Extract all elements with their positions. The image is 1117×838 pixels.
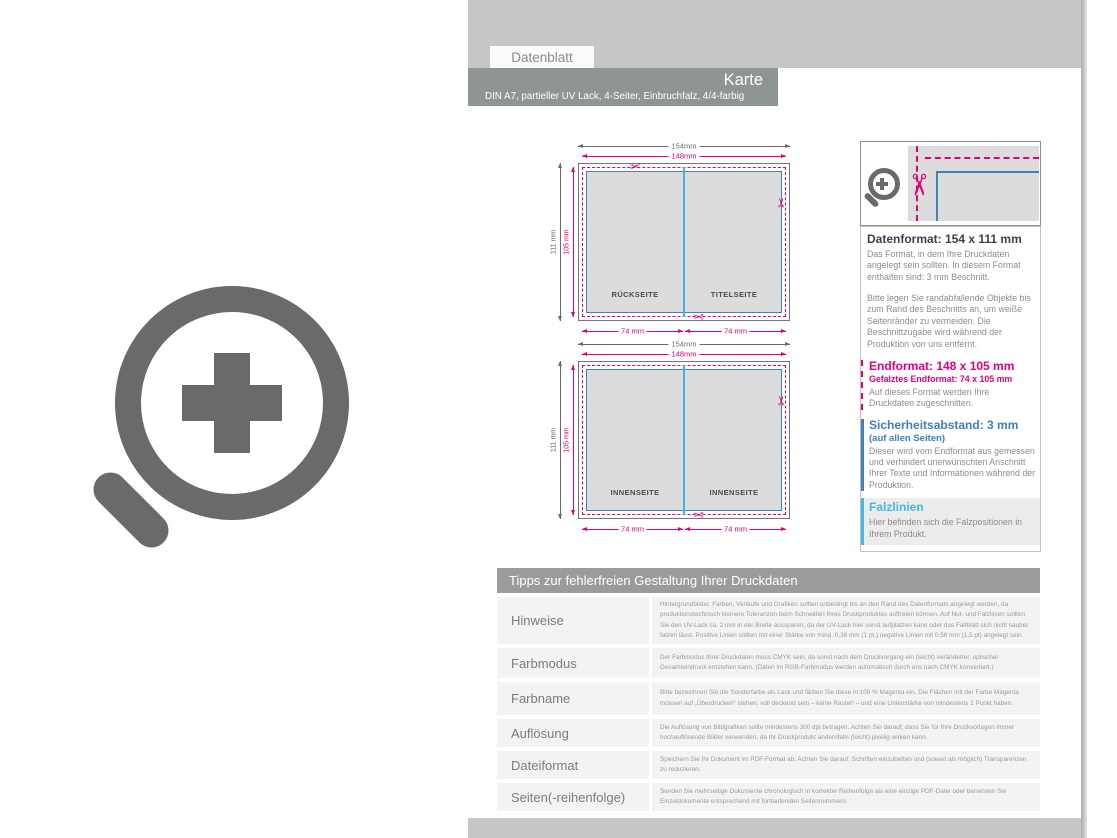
half-width-measure <box>582 524 683 534</box>
sicherheitsabstand-subheading: (auf allen Seiten) <box>869 432 946 444</box>
table-row <box>497 648 1040 678</box>
row-text: Die Auflösung von Bildgrafiken sollte mindestens 300 dpi betragen. Achten Sie darauf, dass Sie für Ihre Druckvorlagen immer hochauflösende Bilder verwenden, da Ihr Druckprodukt andernfalls (leicht) pixelig wirken kann. <box>652 719 1040 747</box>
row-label-farbname: Farbname <box>497 682 649 715</box>
tips-table-title: Tipps zur fehlerfreien Gestaltung Ihrer Druckdaten <box>497 568 1040 593</box>
section-datenformat <box>861 233 1040 350</box>
scissors-icon: ✂ <box>630 160 641 175</box>
diagram-spread-inner <box>540 338 800 543</box>
tab-datenblatt-label: Datenblatt <box>511 49 573 65</box>
endformat-text: Auf dieses Format werden Ihre Druckdaten zugeschnitten. <box>869 386 990 409</box>
tab-datenblatt <box>490 46 594 68</box>
scissors-icon: ✂ <box>693 308 704 323</box>
dimension-label: 74 mm <box>721 525 750 533</box>
table-row <box>497 682 1040 715</box>
page-label-innenseite: INNENSEITE <box>709 488 759 497</box>
falzlinien-text: Hier befinden sich die Falzpositionen in Ihrem Produkt. <box>869 517 1023 539</box>
row-text: Speichern Sie Ihr Dokument im PDF-Format ab. Achten Sie darauf, Schriften einzubetten und (soweit als möglich) Transparenzen zu reduzieren. <box>652 751 1040 779</box>
dimension-label: 154mm <box>668 142 699 150</box>
datenformat-width-measure <box>578 141 790 151</box>
row-text: Der Farbmodus Ihrer Druckdaten muss CMYK sein, da sonst nach dem Druckvorgang ein (leicht) veränderter, optischer Gesamteindruck entstehen kann. (Daten im RGB-Farbmodus werden automatisch durch uns nach CMYK konvertiert.) <box>652 648 1040 678</box>
row-label-seitenreihenfolge: Seiten(-reihenfolge) <box>497 783 649 811</box>
half-width-measure <box>685 326 786 336</box>
row-label-hinweise: Hinweise <box>497 597 649 644</box>
dimension-label: 111 mm <box>550 229 558 255</box>
endformat-subheading: Gefalztes Endformat: 74 x 105 mm <box>869 373 1013 384</box>
row-label-farbmodus: Farbmodus <box>497 648 649 678</box>
magnifier-plus-icon <box>866 168 906 212</box>
datenformat-width-measure <box>578 339 790 349</box>
scissors-icon: ✂ <box>693 506 704 521</box>
safety-line <box>936 171 938 221</box>
datenformat-text-1: Das Format, in dem Ihre Druckdaten angelegt sein sollten. In diesem Format enthalten sind: 3 mm Beschnitt. <box>867 248 1021 282</box>
plus-icon <box>214 353 250 453</box>
half-width-measure <box>582 326 683 336</box>
table-row <box>497 719 1040 747</box>
datenformat-height-measure <box>550 163 561 321</box>
scissors-icon: ✂ <box>774 197 790 208</box>
row-label-dateiformat: Dateiformat <box>497 751 649 779</box>
tips-table <box>497 568 1040 811</box>
product-subtitle: DIN A7, partieller UV Lack, 4-Seiter, Einbruchfalz, 4/4-farbig <box>485 91 745 102</box>
dimension-label: 111 mm <box>550 427 558 453</box>
scissors-icon: ✂ <box>900 172 936 198</box>
plus-icon <box>880 178 884 190</box>
dimension-label: 148mm <box>668 152 699 160</box>
table-row <box>497 751 1040 779</box>
product-title: Karte <box>723 71 763 89</box>
row-label-aufloesung: Auflösung <box>497 719 649 747</box>
section-sicherheitsabstand <box>861 419 1040 491</box>
safety-line <box>936 171 1039 173</box>
cut-line <box>925 157 1039 159</box>
dimension-label: 74 mm <box>618 327 647 335</box>
table-row <box>497 783 1040 811</box>
page-label-rueckseite: RÜCKSEITE <box>611 290 659 299</box>
dimension-label: 74 mm <box>721 327 750 335</box>
dimension-label: 148mm <box>668 350 699 358</box>
product-header-band <box>468 68 778 106</box>
dimension-label: 74 mm <box>618 525 647 533</box>
page-label-innenseite: INNENSEITE <box>610 488 660 497</box>
scissors-icon: ✂ <box>774 395 790 406</box>
table-row <box>497 597 1040 644</box>
endformat-height-measure <box>563 365 574 515</box>
endformat-width-measure <box>582 151 786 161</box>
sicherheitsabstand-heading: Sicherheitsabstand: 3 mm <box>869 417 1019 432</box>
row-text: Senden Sie mehrseitige Dokumente chronologisch in korrekter Reihenfolge als eine einzige PDF-Datei oder benennen Sie Einzeldokumente entsprechend mit fortlaufenden Seitennummern. <box>652 783 1040 811</box>
endformat-width-measure <box>582 349 786 359</box>
page-label-titelseite: TITELSEITE <box>710 290 758 299</box>
dimension-label: 154mm <box>668 340 699 348</box>
dimension-label: 105 mm <box>563 229 571 255</box>
diagram-spread-outer <box>540 140 800 345</box>
section-falzlinien <box>861 498 1040 545</box>
row-text: Hintergrundbilder, Farben, Verläufe und Grafiken sollten unbedingt bis an den Rand des Datenformats angelegt werden, da produktionstechnisch kleinere Toleranzen beim Schneiden Ihres Druckproduktes auftreten können. Auf Nut- und Falzlinien sollten Sie den UV-Lack ca. 2 mm in der Breite aussparen, da der UV-Lack hier sonst aufplatzen kann oder das Faltblatt sich nicht sauber falzen lässt. Positive Linien sollten mit einer Stärke von mind. 0,38 mm (1 pt.) negative Linien mit 0,56 mm (1,5 pt) angelegt sein. <box>652 597 1040 644</box>
datenformat-heading: Datenformat: 154 x 111 mm <box>867 232 1022 246</box>
endformat-height-measure <box>563 167 574 317</box>
endformat-heading: Endformat: 148 x 105 mm <box>869 359 1015 374</box>
datenformat-text-2: Bitte legen Sie randabfallende Objekte bis zum Rand des Beschnitts an, um weiße Seitenränder zu vermeiden. Die Beschnittzugabe wird während der Produktion von uns entfernt. <box>867 293 1031 349</box>
falzlinien-heading: Falzlinien <box>869 500 924 515</box>
datenformat-height-measure <box>550 361 561 519</box>
half-width-measure <box>685 524 786 534</box>
dimension-label: 105 mm <box>563 427 571 453</box>
zoom-plus-icon <box>113 284 373 564</box>
row-text: Bitte bezeichnen Sie die Sonderfarbe als Lack und färben Sie diese in 100 % Magenta ein. Die Flächen mit der Farbe Magenta müssen auf „Überdrucken“ stehen, voll deckend sein – keine Raster! – und eine Linienstärke von mindestens 1 Punkt haben. <box>652 682 1040 715</box>
page-shadow <box>1081 0 1087 838</box>
format-info-panel <box>860 226 1041 552</box>
sicherheitsabstand-text: Dieser wird vom Endformat aus gemessen und verhindert unerwünschten Anschnitt Ihrer Texte und Informationen während der Produktion. <box>869 445 1036 490</box>
section-endformat <box>861 360 1040 410</box>
